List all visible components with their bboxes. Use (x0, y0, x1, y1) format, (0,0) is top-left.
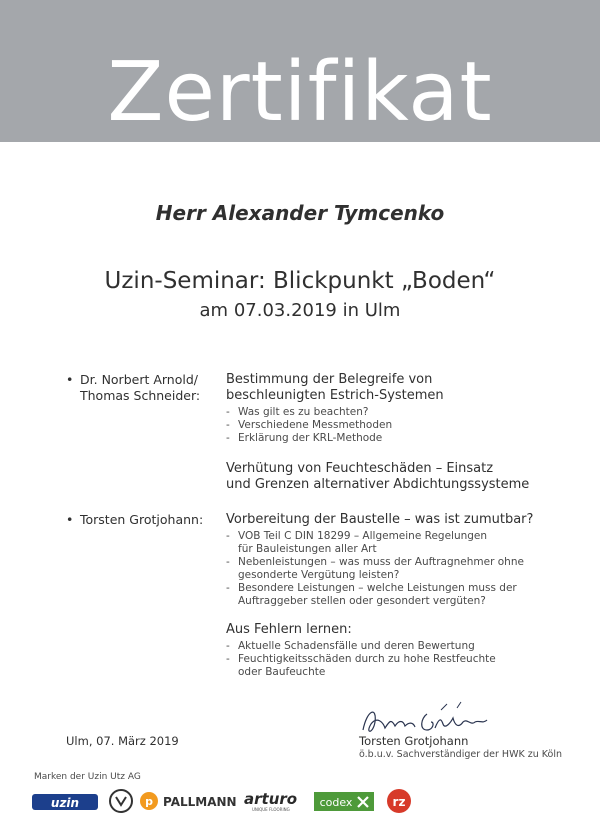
topic-heading: Bestimmung der Belegreife von (226, 372, 433, 387)
seminar-date-place: am 07.03.2019 in Ulm (199, 300, 401, 321)
arturo-logo (242, 788, 306, 814)
signatory-role: ö.b.u.v. Sachverständiger der HWK zu Köln (359, 749, 562, 760)
speaker-line: Torsten Grotjohann: (80, 512, 204, 527)
topic-fehlern-lernen (226, 622, 566, 679)
svg-text:UNIQUE FLOORING: UNIQUE FLOORING (252, 807, 290, 812)
wolff-logo (108, 788, 134, 814)
speaker-arnold-schneider (66, 372, 200, 404)
list-item: - Erklärung der KRL-Methode (226, 432, 383, 444)
arturo-logo-text: arturo (244, 790, 298, 808)
speaker-line: Thomas Schneider: (80, 388, 201, 403)
place-date: Ulm, 07. März 2019 (66, 734, 179, 748)
uzin-logo-text: uzin (50, 796, 80, 810)
list-item: - Aktuelle Schadensfälle und deren Bewertung (226, 640, 475, 652)
list-item: - Was gilt es zu beachten? (226, 406, 369, 418)
topic-belegreife (226, 372, 566, 445)
topic-heading: Aus Fehlern lernen: (226, 622, 352, 637)
list-item: - VOB Teil C DIN 18299 – Allgemeine Regelungen für Bauleistungen aller Art (226, 530, 488, 555)
list-item: - Feuchtigkeitsschäden durch zu hohe Restfeuchte oder Baufeuchte (226, 653, 496, 678)
topic-feuchteschaeden (226, 461, 566, 493)
topic-heading: und Grenzen alternativer Abdichtungssysteme (226, 477, 530, 492)
recipient-name: Herr Alexander Tymcenko (155, 201, 445, 225)
svg-text:p: p (145, 795, 153, 808)
signatory-name: Torsten Grotjohann (359, 734, 469, 748)
bullet-icon: • (66, 512, 74, 527)
speaker-grotjohann (66, 512, 203, 528)
codex-logo (314, 788, 376, 814)
rz-logo-text: rz (392, 795, 406, 809)
codex-logo-text: codex (319, 796, 353, 809)
brand-logos (30, 788, 570, 816)
header-band (0, 0, 600, 142)
uzin-logo (32, 788, 100, 814)
pallmann-logo (138, 788, 238, 814)
rz-logo (386, 788, 414, 814)
brands-label: Marken der Uzin Utz AG (34, 772, 141, 782)
list-item: - Nebenleistungen – was muss der Auftragnehmer ohne gesonderte Vergütung leisten? (226, 556, 524, 581)
seminar-title: Uzin-Seminar: Blickpunkt „Boden“ (104, 268, 496, 294)
topic-heading: beschleunigten Estrich-Systemen (226, 388, 444, 403)
list-item: - Verschiedene Messmethoden (226, 419, 393, 431)
topic-heading: Vorbereitung der Baustelle – was ist zumutbar? (226, 512, 534, 527)
pallmann-logo-text: PALLMANN (163, 795, 237, 809)
bullet-icon: • (66, 372, 74, 387)
speaker-line: Dr. Norbert Arnold/ (80, 372, 198, 387)
topic-baustelle (226, 512, 566, 608)
certificate-title: Zertifikat (107, 52, 493, 140)
topic-heading: Verhütung von Feuchteschäden – Einsatz (226, 461, 494, 476)
list-item: - Besondere Leistungen – welche Leistungen muss der Auftraggeber stellen oder gesondert vergüten? (226, 582, 517, 607)
